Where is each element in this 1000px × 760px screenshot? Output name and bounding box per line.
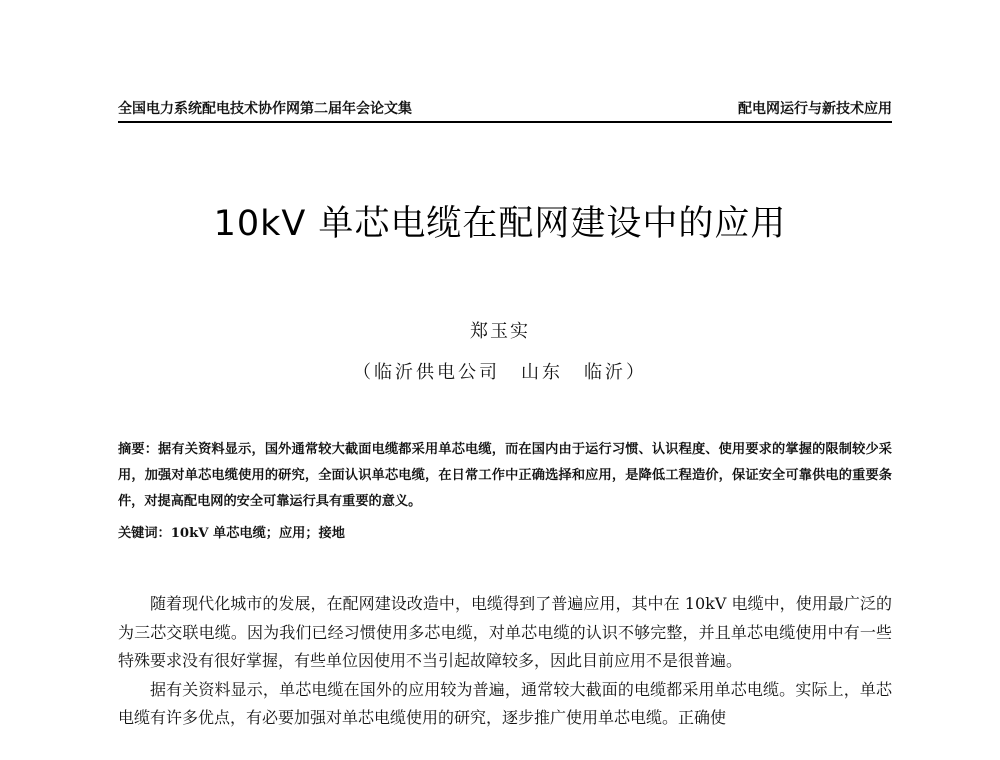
abstract bbox=[118, 437, 892, 515]
body-text bbox=[118, 590, 892, 733]
keywords bbox=[118, 523, 892, 545]
body-paragraph-1: 随着现代化城市的发展，在配网建设改造中，电缆得到了普遍应用，其中在 10kV 电缆中，使用最广泛的为三芯交联电缆。因为我们已经习惯使用多芯电缆，对单芯电缆的认识不够完整，并且单芯电缆使用中有一些特殊要求没有很好掌握，有些单位因使用不当引起故障较多，因此目前应用不是很普遍。 bbox=[118, 594, 892, 670]
body-paragraph-2: 据有关资料显示，单芯电缆在国外的应用较为普遍，通常较大截面的电缆都采用单芯电缆。实际上，单芯电缆有许多优点，有必要加强对单芯电缆使用的研究，逐步推广使用单芯电缆。正确使 bbox=[118, 679, 892, 727]
running-header bbox=[118, 99, 892, 123]
keywords-label: 关键词： bbox=[118, 526, 171, 541]
abstract-label: 摘要： bbox=[118, 442, 159, 457]
author-name: 郑玉实 bbox=[470, 321, 530, 342]
header-proceedings-title: 全国电力系统配电技术协作网第二届年会论文集 bbox=[118, 101, 412, 117]
abstract-text: 据有关资料显示，国外通常较大截面电缆都采用单芯电缆，而在国内由于运行习惯、认识程度、使用要求的掌握的限制较少采用，加强对单芯电缆使用的研究，全面认识单芯电缆，在日常工作中正确选择和应用，是降低工程造价，保证安全可靠供电的重要条件，对提高配电网的安全可靠运行具有重要的意义。 bbox=[118, 442, 892, 509]
header-section-title: 配电网运行与新技术应用 bbox=[738, 101, 892, 117]
keywords-text: 10kV 单芯电缆；应用；接地 bbox=[170, 526, 345, 541]
author-affiliation: （临沂供电公司 山东 临沂） bbox=[353, 362, 647, 383]
paper-title: 10kV 单芯电缆在配网建设中的应用 bbox=[213, 204, 787, 244]
